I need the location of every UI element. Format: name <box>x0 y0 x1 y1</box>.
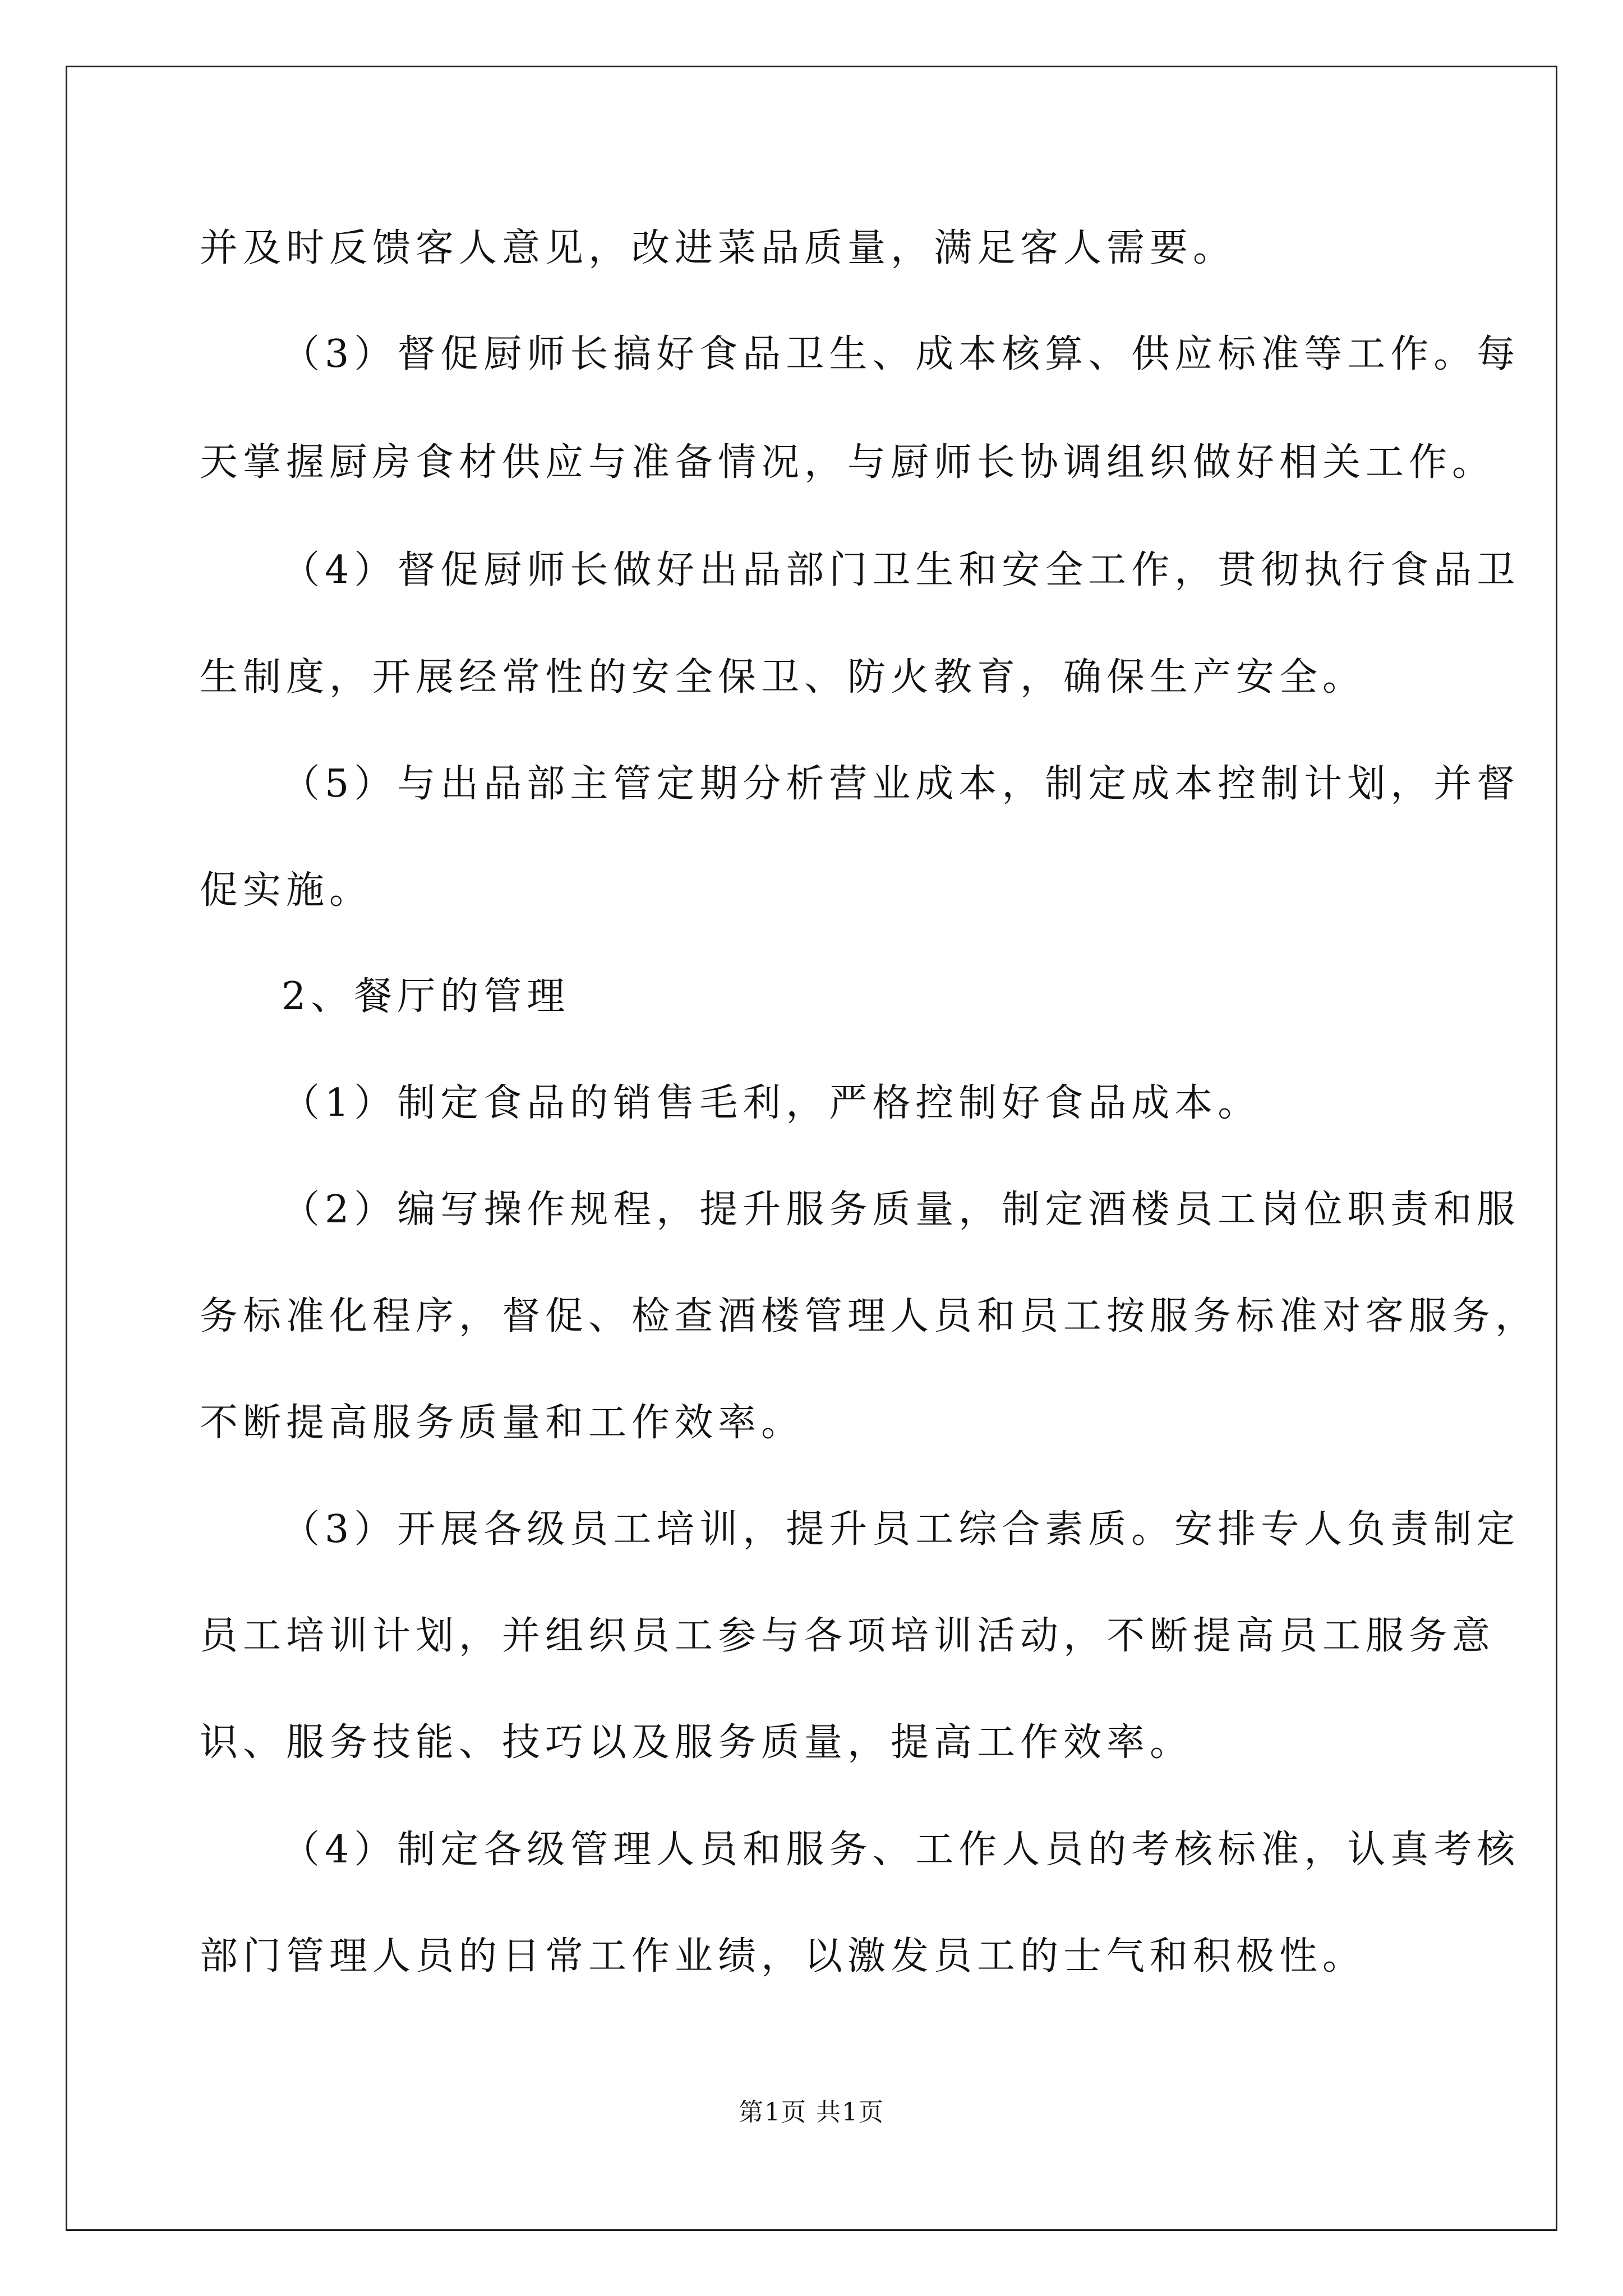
text-line: 并及时反馈客人意见，改进菜品质量，满足客人需要。 <box>200 226 1237 270</box>
text-line: （4）制定各级管理人员和服务、工作人员的考核标准，认真考核 <box>282 1828 1520 1872</box>
text-line: （1）制定食品的销售毛利，严格控制好食品成本。 <box>282 1081 1261 1125</box>
text-line: 员工培训计划，并组织员工参与各项培训活动，不断提高员工服务意 <box>200 1614 1496 1658</box>
text-line: 部门管理人员的日常工作业绩，以激发员工的士气和积极性。 <box>200 1934 1366 1978</box>
text-line: 生制度，开展经常性的安全保卫、防火教育，确保生产安全。 <box>200 655 1366 700</box>
page-border <box>66 66 1557 2231</box>
text-line: 识、服务技能、技巧以及服务质量，提高工作效率。 <box>200 1720 1193 1765</box>
text-line: （3）督促厨师长搞好食品卫生、成本核算、供应标准等工作。每 <box>282 332 1520 376</box>
text-line: 务标准化程序，督促、检查酒楼管理人员和员工按服务标准对客服务， <box>200 1294 1539 1338</box>
page-number-footer: 第1页 共1页 <box>739 2098 884 2127</box>
text-line: （2）编写操作规程，提升服务质量，制定酒楼员工岗位职责和服 <box>282 1188 1520 1232</box>
section-heading: 2、餐厅的管理 <box>282 974 570 1019</box>
text-line: （5）与出品部主管定期分析营业成本，制定成本控制计划，并督 <box>282 762 1520 806</box>
text-line: （3）开展各级员工培训，提升员工综合素质。安排专人负责制定 <box>282 1507 1520 1552</box>
text-line: 天掌握厨房食材供应与准备情况，与厨师长协调组织做好相关工作。 <box>200 440 1496 485</box>
text-line: 促实施。 <box>200 868 373 913</box>
text-line: （4）督促厨师长做好出品部门卫生和安全工作，贯彻执行食品卫 <box>282 548 1520 592</box>
text-line: 不断提高服务质量和工作效率。 <box>200 1401 805 1445</box>
